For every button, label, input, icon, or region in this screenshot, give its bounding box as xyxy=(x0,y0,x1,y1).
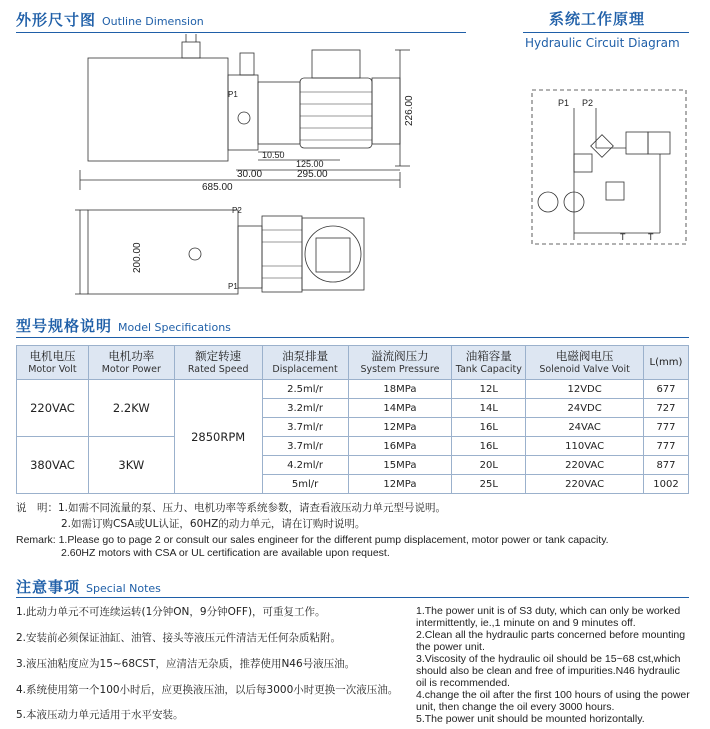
filler-cap xyxy=(182,42,200,58)
header-tank-capacity: 油箱容量 Tank Capacity xyxy=(452,346,526,380)
remark-cn-1: 说 明：1.如需不同流量的泵、压力、电机功率等系统参数，请查看液压动力单元型号说明。 xyxy=(16,502,447,514)
header-length: L(mm) xyxy=(643,346,688,380)
model-title-en: Model Specifications xyxy=(118,321,231,334)
check-valve xyxy=(626,132,648,154)
circuit-title-en: Hydraulic Circuit Diagram xyxy=(525,36,680,50)
fan-cover xyxy=(372,78,400,144)
cell-disp: 5ml/r xyxy=(262,475,348,494)
cell-valve: 110VAC xyxy=(526,437,644,456)
relief-valve xyxy=(606,182,624,200)
model-spec-table xyxy=(16,345,689,494)
cell-disp: 2.5ml/r xyxy=(262,380,348,399)
model-section-title xyxy=(16,315,231,336)
cell-disp: 3.2ml/r xyxy=(262,399,348,418)
filter-symbol xyxy=(591,135,614,158)
port-p1-front: P1 xyxy=(228,282,238,291)
cell-power: 2.2KW xyxy=(88,380,174,437)
note-en-line: 5.The power unit should be mounted horizontally. xyxy=(416,713,645,725)
header-solenoid-volt: 电磁阀电压 Solenoid Valve Voit xyxy=(526,346,644,380)
note-cn-2: 2.安装前必须保证油缸、油管、接头等液压元件清洁无任何杂质粘附。 xyxy=(16,632,342,644)
note-cn-1: 1.此动力单元不可连续运转(1分钟ON，9分钟OFF)，可重复工作。 xyxy=(16,606,326,618)
note-en-line: should also be clean and free of impurities.N46 hydraulic xyxy=(416,665,680,677)
circuit-title-cn: 系统工作原理 xyxy=(549,10,646,28)
dim-685: 685.00 xyxy=(202,182,233,193)
note-en-block xyxy=(416,605,690,725)
circuit-subtitle xyxy=(525,36,680,50)
dim-125: 125.00 xyxy=(296,159,324,169)
circuit-p2: P2 xyxy=(582,98,594,108)
model-title-rule xyxy=(16,337,689,338)
cell-pressure: 12MPa xyxy=(348,475,452,494)
outline-drawing xyxy=(0,0,520,300)
cell-valve: 220VAC xyxy=(526,456,644,475)
remark-en-1: Remark: 1.Please go to page 2 or consult our sales engineer for the different pump displacement, motor power or tank capacity. xyxy=(16,534,609,546)
tank-top-view xyxy=(88,58,228,161)
front-motor xyxy=(302,218,364,290)
solenoid-valve xyxy=(648,132,670,154)
motor-symbol xyxy=(538,192,558,212)
cell-pressure: 14MPa xyxy=(348,399,452,418)
circuit-t2: T xyxy=(648,232,654,242)
cell-length: 777 xyxy=(643,418,688,437)
dim-295: 295.00 xyxy=(297,169,328,180)
circuit-title-rule xyxy=(523,32,689,33)
cell-pressure: 16MPa xyxy=(348,437,452,456)
remark-cn-2: 2.如需订购CSA或UL认证，60HZ的动力单元，请在订购时说明。 xyxy=(61,518,366,530)
model-title-cn: 型号规格说明 xyxy=(16,317,113,335)
cell-valve: 24VDC xyxy=(526,399,644,418)
sight-glass xyxy=(189,248,201,260)
cell-pressure: 15MPa xyxy=(348,456,452,475)
cell-length: 1002 xyxy=(643,475,688,494)
pressure-valve xyxy=(574,154,592,172)
circuit-p1: P1 xyxy=(558,98,570,108)
header-motor-volt: 电机电压 Motor Volt xyxy=(17,346,89,380)
front-manifold xyxy=(238,226,262,288)
spec-header-row xyxy=(17,346,689,380)
note-en-line: oil is recommended. xyxy=(416,677,510,689)
cell-valve: 12VDC xyxy=(526,380,644,399)
note-en-line: unit, then change the oil every 3000 hours. xyxy=(416,701,615,713)
circuit-diagram xyxy=(530,88,690,248)
port-p1-top: P1 xyxy=(228,90,238,99)
header-rated-speed: 额定转速 Rated Speed xyxy=(174,346,262,380)
header-system-pressure: 溢流阀压力 System Pressure xyxy=(348,346,452,380)
note-en-line: 4.change the oil after the first 100 hours of using the power xyxy=(416,689,690,701)
cell-volt: 380VAC xyxy=(17,437,89,494)
manifold-block xyxy=(228,75,258,150)
cell-disp: 3.7ml/r xyxy=(262,437,348,456)
circuit-section-title xyxy=(549,8,645,29)
outline-title-en: Outline Dimension xyxy=(102,15,204,28)
cell-length: 777 xyxy=(643,437,688,456)
remark-en-2: 2.60HZ motors with CSA or UL certification are available upon request. xyxy=(61,547,390,559)
circuit-boundary xyxy=(532,90,686,244)
cell-speed: 2850RPM xyxy=(174,380,262,494)
cell-length: 727 xyxy=(643,399,688,418)
notes-title-en: Special Notes xyxy=(86,582,161,595)
cell-disp: 4.2ml/r xyxy=(262,456,348,475)
dim-30: 30.00 xyxy=(237,169,263,180)
header-displacement: 油泵排量 Displacement xyxy=(262,346,348,380)
dim-10: 10.50 xyxy=(262,150,285,160)
outline-title-cn: 外形尺寸图 xyxy=(16,11,97,29)
note-cn-3: 3.液压油粘度应为15~68CST，应清洁无杂质，推荐使用N46号液压油。 xyxy=(16,658,356,670)
cell-disp: 3.7ml/r xyxy=(262,418,348,437)
note-cn-5: 5.本液压动力单元适用于水平安装。 xyxy=(16,709,184,721)
cell-length: 877 xyxy=(643,456,688,475)
note-en-line: 1.The power unit is of S3 duty, which can only be worked xyxy=(416,605,681,617)
cell-tank: 16L xyxy=(452,437,526,456)
cell-valve: 24VAC xyxy=(526,418,644,437)
cell-volt: 220VAC xyxy=(17,380,89,437)
note-cn-4: 4.系统使用第一个100小时后，应更换液压油，以后每3000小时更换一次液压油。 xyxy=(16,684,399,696)
cell-pressure: 12MPa xyxy=(348,418,452,437)
cell-length: 677 xyxy=(643,380,688,399)
cell-pressure: 18MPa xyxy=(348,380,452,399)
dim-200: 200.00 xyxy=(132,242,143,273)
cell-tank: 14L xyxy=(452,399,526,418)
note-en-line: 3.Viscosity of the hydraulic oil should be 15~68 cst,which xyxy=(416,653,681,665)
cell-tank: 20L xyxy=(452,456,526,475)
motor-flange xyxy=(258,82,300,144)
port-p2-front: P2 xyxy=(232,206,242,215)
dim-226: 226.00 xyxy=(404,95,415,126)
notes-title-rule xyxy=(16,597,689,598)
front-flange xyxy=(262,216,302,292)
header-motor-power: 电机功率 Motor Power xyxy=(88,346,174,380)
cell-tank: 12L xyxy=(452,380,526,399)
table-row xyxy=(17,380,689,399)
tank-front-view xyxy=(88,210,238,294)
notes-title-cn: 注意事项 xyxy=(16,578,81,596)
cell-valve: 220VAC xyxy=(526,475,644,494)
terminal-box xyxy=(312,50,360,78)
note-en-line: 2.Clean all the hydraulic parts concerned before mounting xyxy=(416,629,686,641)
note-en-line: the power unit. xyxy=(416,641,485,653)
table-row xyxy=(17,437,689,456)
note-en-line: intermittently, ie.,1 minute on and 9 minutes off. xyxy=(416,617,636,629)
cell-tank: 16L xyxy=(452,418,526,437)
motor-body xyxy=(300,78,372,148)
notes-section-title xyxy=(16,576,161,597)
cell-tank: 25L xyxy=(452,475,526,494)
circuit-t1: T xyxy=(620,232,626,242)
cell-power: 3KW xyxy=(88,437,174,494)
